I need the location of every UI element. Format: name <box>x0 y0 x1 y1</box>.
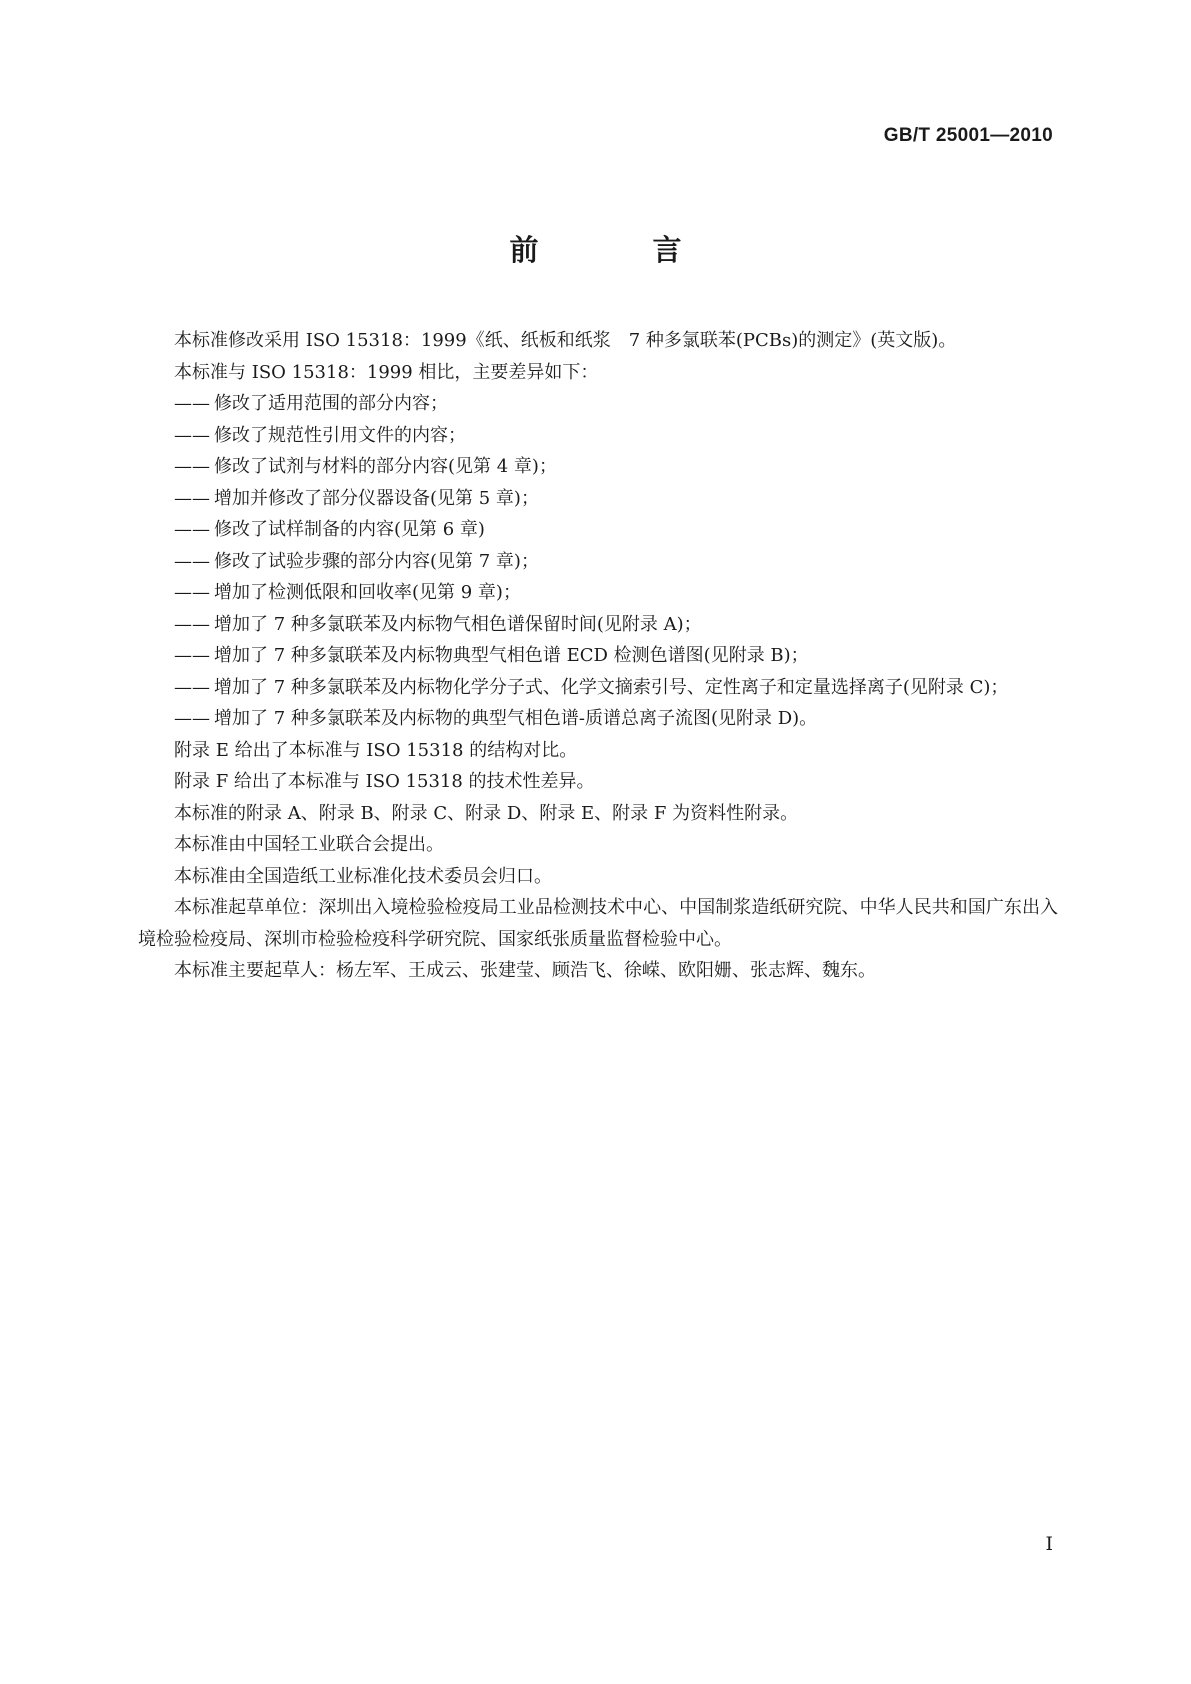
paragraph: 本标准由中国轻工业联合会提出。 <box>174 834 444 855</box>
foreword-body <box>138 325 1058 987</box>
list-item-text: 增加了 7 种多氯联苯及内标物化学分子式、化学文摘索引号、定性离子和定量选择离子(见附录 C)； <box>214 676 1009 698</box>
list-item-text: 增加了 7 种多氯联苯及内标物典型气相色谱 ECD 检测色谱图(见附录 B)； <box>214 645 809 666</box>
dash-marker: —— <box>174 519 210 540</box>
dash-marker: —— <box>174 613 210 635</box>
paragraph: 本标准与 ISO 15318：1999 相比，主要差异如下： <box>174 361 599 383</box>
page-title: 前 言 <box>509 233 734 267</box>
list-item <box>138 703 1058 735</box>
list-item-text: 增加并修改了部分仪器设备(见第 5 章)； <box>214 487 539 509</box>
dash-marker: —— <box>174 487 210 509</box>
list-item <box>138 420 1058 452</box>
paragraph: 本标准修改采用 ISO 15318：1999《纸、纸板和纸浆 7 种多氯联苯(PCBs)的测定》(英文版)。 <box>174 330 957 351</box>
dash-marker: —— <box>174 456 210 477</box>
paragraph: 本标准由全国造纸工业标准化技术委员会归口。 <box>174 865 552 887</box>
paragraph-drafting-units: 本标准起草单位：深圳出入境检验检疫局工业品检测技术中心、中国制浆造纸研究院、中华人民共和国广东出入境检验检疫局、深圳市检验检疫科学研究院、国家纸张质量监督检验中心。 <box>138 897 1058 950</box>
dash-marker: —— <box>174 424 210 446</box>
dash-marker: —— <box>174 582 210 603</box>
dash-marker: —— <box>174 550 210 572</box>
list-item <box>138 546 1058 578</box>
list-item <box>138 388 1058 420</box>
list-item-text: 修改了规范性引用文件的内容； <box>214 424 466 446</box>
paragraph: 本标准的附录 A、附录 B、附录 C、附录 D、附录 E、附录 F 为资料性附录。 <box>174 802 799 824</box>
paragraph-drafters: 本标准主要起草人：杨左军、王成云、张建莹、顾浩飞、徐嵘、欧阳姗、张志辉、魏东。 <box>174 960 876 981</box>
page-number: I <box>1045 1533 1053 1555</box>
paragraph: 附录 F 给出了本标准与 ISO 15318 的技术性差异。 <box>174 771 595 792</box>
dash-marker: —— <box>174 708 210 729</box>
list-item-text: 修改了适用范围的部分内容； <box>214 393 448 414</box>
list-item <box>138 609 1058 641</box>
list-item <box>138 483 1058 515</box>
list-item-text: 增加了 7 种多氯联苯及内标物气相色谱保留时间(见附录 A)； <box>214 613 702 635</box>
list-item <box>138 514 1058 546</box>
list-item-text: 修改了试验步骤的部分内容(见第 7 章)； <box>214 550 539 572</box>
list-item-text: 增加了检测低限和回收率(见第 9 章)； <box>214 582 521 603</box>
list-item <box>138 577 1058 609</box>
list-item-text: 修改了试样制备的内容(见第 6 章) <box>214 519 485 540</box>
dash-marker: —— <box>174 645 210 666</box>
list-item-text: 修改了试剂与材料的部分内容(见第 4 章)； <box>214 456 557 477</box>
list-item <box>138 672 1058 704</box>
list-item <box>138 640 1058 672</box>
list-item <box>138 451 1058 483</box>
standard-number: GB/T 25001—2010 <box>883 125 1053 146</box>
list-item-text: 增加了 7 种多氯联苯及内标物的典型气相色谱-质谱总离子流图(见附录 D)。 <box>214 708 818 729</box>
dash-marker: —— <box>174 393 210 414</box>
dash-marker: —— <box>174 676 210 698</box>
paragraph: 附录 E 给出了本标准与 ISO 15318 的结构对比。 <box>174 739 578 761</box>
